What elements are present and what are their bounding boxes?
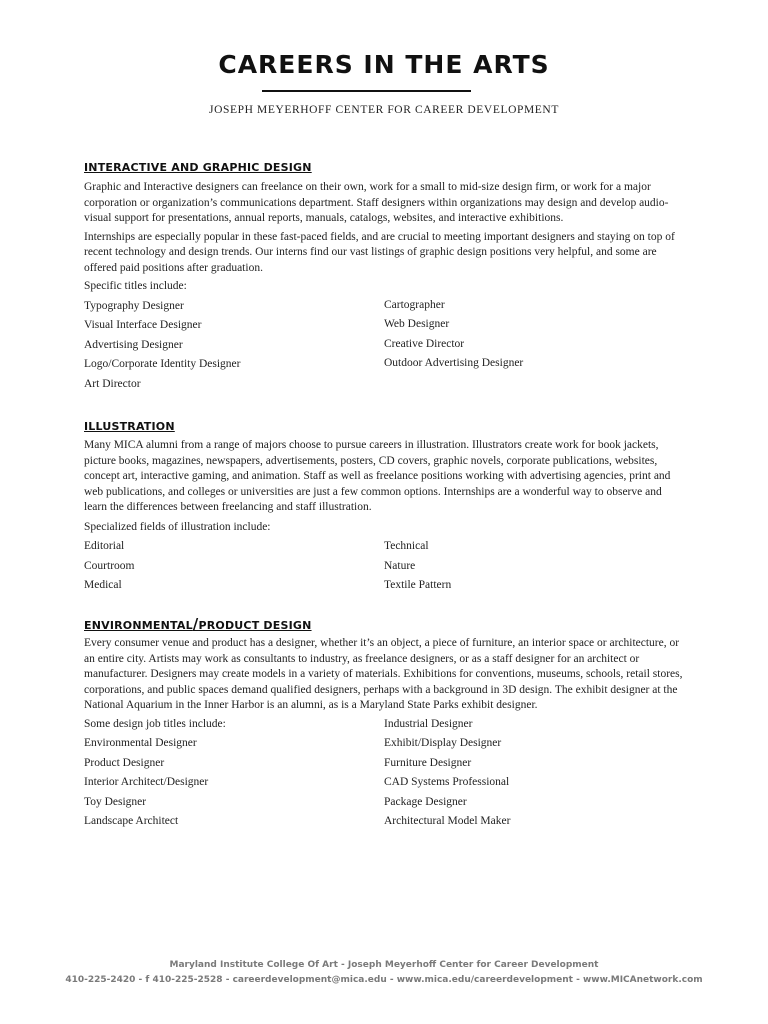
list-item: Web Designer xyxy=(384,318,450,330)
list-item: Medical xyxy=(84,579,122,591)
list-item: Interior Architect/Designer xyxy=(84,776,209,788)
paragraph: Graphic and Interactive designers can freelance on their own, work for a small to mid-size design firm, or work for a major corporation or organization’s communications department. Staff designers within organizations may design and develop audio-visual support for presentations, annual reports, manuals, catalogs, websites, and interactive exhibitions. xyxy=(84,181,669,224)
paragraph: Many MICA alumni from a range of majors choose to pursue careers in illustration. Illustrators create work for book jackets, picture books, magazines, newspapers, advertisements, posters, CD covers, graphic novels, corporate publications, websites, concept art, interactive gaming, and animation. Staff as well as freelance positions working with advertising agencies, print and web publications, and colleges or universities are just a few common options. Internships are a wonderful way to observe and learn the differences between freelancing and staff illustration. xyxy=(84,439,671,513)
titles-list-left xyxy=(84,297,374,395)
list-item: Textile Pattern xyxy=(384,579,452,591)
list-item: Courtroom xyxy=(84,559,135,572)
list-item: Product Designer xyxy=(84,756,165,769)
fields-list-left xyxy=(84,537,374,596)
titles-list-right xyxy=(384,296,674,374)
section-illustration xyxy=(84,419,684,597)
paragraph: Internships are especially popular in these fast-paced fields, and are crucial to meeting important designers and staying on top of recent technology and design trends. Our interns find our vast listings of graphic design positions very helpful, and some are offered paid positions after graduation. xyxy=(84,230,675,274)
title-underline xyxy=(262,90,471,92)
fields-list xyxy=(84,537,684,597)
footer-institution: Maryland Institute College Of Art - Joseph Meyerhoff Center for Career Development xyxy=(169,960,599,970)
job-titles-list xyxy=(84,715,684,833)
section-environmental-product-design xyxy=(84,616,684,833)
heading-slash: / xyxy=(192,615,199,633)
list-item: Package Designer xyxy=(384,795,467,808)
list-item: Landscape Architect xyxy=(84,815,179,827)
list-item: Architectural Model Maker xyxy=(384,815,511,827)
list-item: Typography Designer xyxy=(84,299,184,312)
list-item: Toy Designer xyxy=(84,795,147,808)
list-item: Technical xyxy=(384,540,429,552)
list-intro: Specific titles include: xyxy=(84,280,187,292)
list-item: Editorial xyxy=(84,540,125,552)
job-titles-list-left xyxy=(84,715,374,832)
job-titles-list-right xyxy=(384,715,674,832)
paragraph: Every consumer venue and product has a designer, whether it’s an object, a piece of furniture, an interior space or architecture, or an entire city. Artists may work as consultants to industry, as freelance designers, or as a staff designer for an architect or manufacturer. Designers may create models in a variety of materials. Exhibitions for conventions, museums, schools, retail stores, corporations, and public spaces demand qualified designers, perhaps with a background in 3D design. The exhibit designer at the National Aquarium in the Inner Harbor is an alumni, as is a Maryland State Parks exhibit designer. xyxy=(84,637,683,711)
list-item: CAD Systems Professional xyxy=(384,776,510,788)
list-item: Exhibit/Display Designer xyxy=(384,737,502,749)
section-interactive-graphic-design xyxy=(84,160,684,395)
list-item: Industrial Designer xyxy=(384,717,473,730)
list-item: Environmental Designer xyxy=(84,737,197,749)
list-item: Nature xyxy=(384,559,416,572)
list-intro: Some design job titles include: xyxy=(84,717,226,730)
list-item: Creative Director xyxy=(384,337,465,350)
list-item: Art Director xyxy=(84,377,141,390)
heading-part: ENVIRONMENTAL xyxy=(84,619,193,632)
list-item: Cartographer xyxy=(384,298,445,311)
heading-part: PRODUCT DESIGN xyxy=(198,619,312,632)
page-title: CAREERS IN THE ARTS xyxy=(218,50,550,79)
list-item: Logo/Corporate Identity Designer xyxy=(84,358,241,370)
list-item: Furniture Designer xyxy=(384,756,472,769)
list-item: Advertising Designer xyxy=(84,338,183,351)
titles-list xyxy=(84,297,684,395)
footer-contact: 410-225-2420 - f 410-225-2528 - careerdevelopment@mica.edu - www.mica.edu/careerdevelopment - www.MICAnetwork.com xyxy=(65,975,703,985)
section-heading: INTERACTIVE AND GRAPHIC DESIGN xyxy=(84,161,312,174)
section-heading: ILLUSTRATION xyxy=(84,420,175,433)
list-item: Outdoor Advertising Designer xyxy=(384,357,524,369)
list-item: Visual Interface Designer xyxy=(84,319,202,331)
section-heading xyxy=(84,616,684,632)
fields-list-right xyxy=(384,537,674,596)
page-subtitle: JOSEPH MEYERHOFF CENTER FOR CAREER DEVELOPMENT xyxy=(209,104,559,116)
list-intro: Specialized fields of illustration include: xyxy=(84,520,271,533)
